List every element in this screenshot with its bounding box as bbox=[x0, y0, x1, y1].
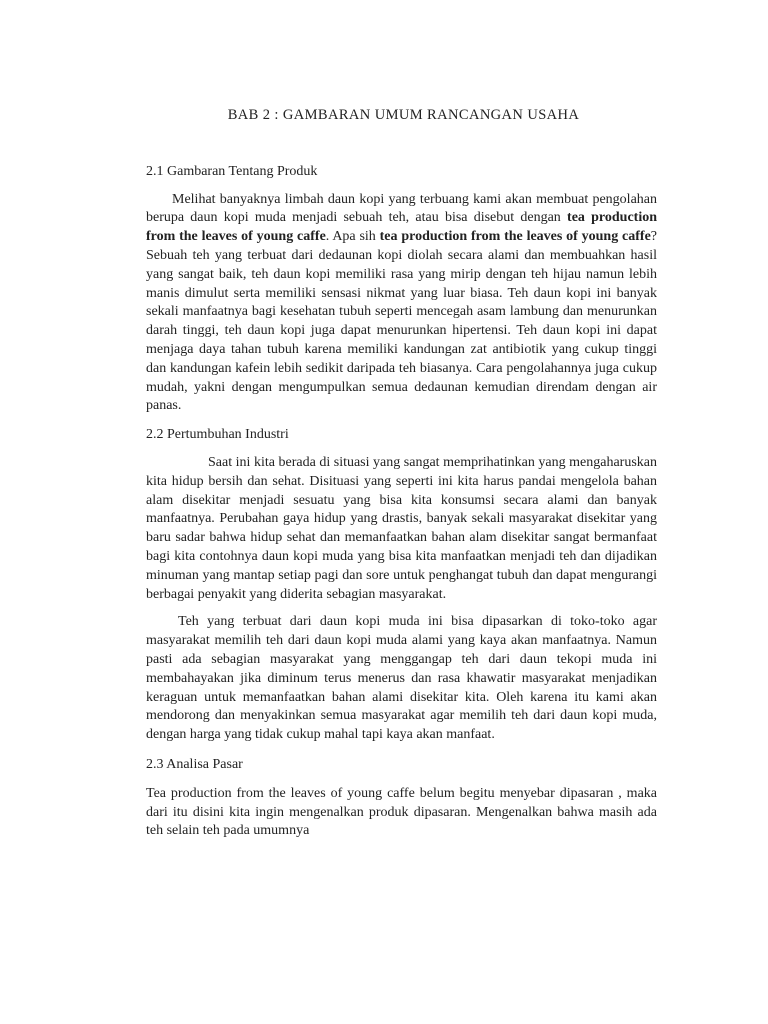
product-name-bold: tea production from the leaves of young caffe bbox=[146, 210, 657, 245]
paragraph-analisa-pasar: Tea production from the leaves of young caffe belum begitu menyebar dipasaran , maka dari itu disini kita ingin mengenalkan produk dipasaran. Mengenalkan bahwa masih ada teh selain teh pada umumnya bbox=[146, 785, 657, 839]
paragraph-industri-2: Teh yang terbuat dari daun kopi muda ini bisa dipasarkan di toko-toko agar masyarakat memilih teh dari daun kopi muda alami yang kaya akan manfaatnya. Namun pasti ada sebagian masyarakat yang menggangap teh dari daun tekopi muda ini membahayakan jika diminum terus menerus dan rasa khawatir masyarakat menjadikan keraguan untuk memanfaatkan bahan alami disekitar kita. Oleh karena itu kami akan mendorong dan menyakinkan semua masyarakat agar memilih teh dari daun kopi muda, dengan harga yang tidak cukup mahal tapi kaya akan manfaat. bbox=[146, 614, 657, 743]
paragraph-text: ? Sebuah teh yang terbuat dari dedaunan kopi diolah secara alami dan membuahkan hasil yang sangat baik, teh daun kopi memiliki rasa yang mirip dengan teh hijau namun lebih manis dimulut serta memiliki sensasi nikmat yang luar biasa. Teh daun kopi ini banyak sekali manfaatnya bagi kesehatan tubuh seperti mencegah asam lambung dan menurunkan darah tinggi, teh daun kopi juga dapat menurunkan hipertensi. Teh daun kopi ini dapat menjaga daya tahan tubuh karena memiliki kandungan zat antibiotik yang cukup tinggi dan kandungan kafein lebih sedikit daripada teh biasanya. Cara pengolahannya juga cukup mudah, yakni dengan mengumpulkan semua dedaunan kemudian direndam dengan air panas. bbox=[146, 229, 657, 414]
chapter-title: BAB 2 : GAMBARAN UMUM RANCANGAN USAHA bbox=[227, 107, 580, 123]
paragraph-text: Melihat banyaknya limbah daun kopi yang terbuang kami akan membuat pengolahan berupa daun kopi muda menjadi sebuah teh, atau bisa disebut dengan bbox=[146, 191, 657, 226]
paragraph-industri-1: Saat ini kita berada di situasi yang sangat memprihatinkan yang mengaharuskan kita hidup bersih dan sehat. Disituasi yang seperti ini kita harus pandai mengelola bahan alam disekitar menjadi sesuatu yang bisa kita konsumsi secara alami dan banyak manfaatnya. Perubahan gaya hidup yang drastis, banyak sekali masyarakat disekitar yang baru sadar bahwa hidup sehat dan memanfaatkan bahan alam disekitar sangat bermanfaat bagi kita contohnya daun kopi muda yang bisa kita manfaatkan menjadi teh dan dijadikan minuman yang mantap setiap pagi dan sore untuk penghangat tubuh dan dapat mengurangi berbagai penyakit yang diderita sebagian masyarakat. bbox=[146, 454, 657, 602]
section-heading-2-1: 2.1 Gambaran Tentang Produk bbox=[146, 163, 318, 179]
paragraph-produk bbox=[146, 191, 657, 417]
section-heading-2-3: 2.3 Analisa Pasar bbox=[146, 756, 243, 772]
paragraph-text: . Apa sih bbox=[325, 229, 380, 245]
section-heading-2-2: 2.2 Pertumbuhan Industri bbox=[146, 427, 289, 443]
product-name-bold: tea production from the leaves of young caffe bbox=[379, 229, 651, 245]
